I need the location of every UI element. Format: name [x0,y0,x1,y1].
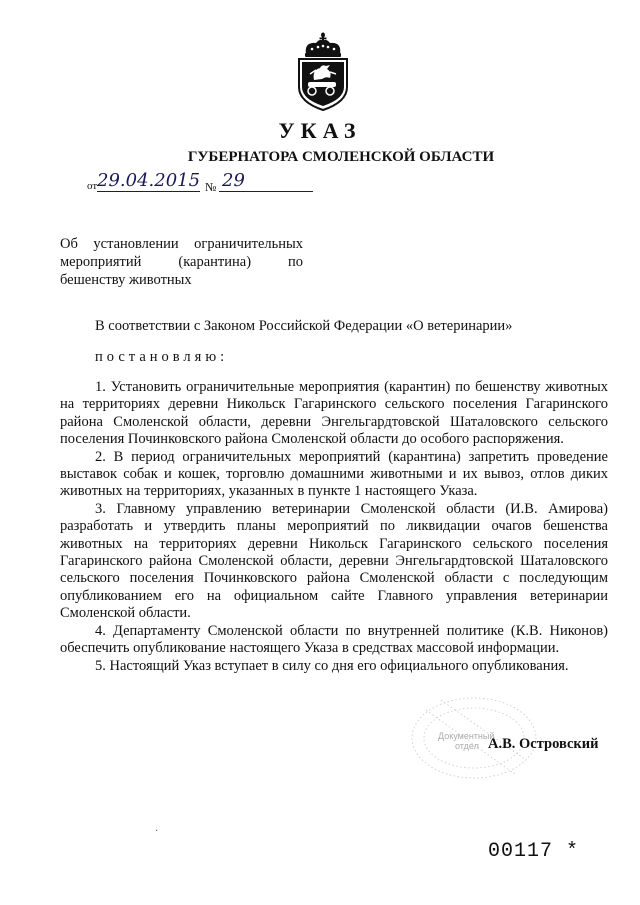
paragraph-2: 2. В период ограничительных мероприятий (карантина) запретить проведение выставок собак и кошек, торговлю домашними животными и их вывоз, отлов диких животных на территориях, указанных в пункте 1 настоящего Указа. [60,448,608,500]
paragraph-4: 4. Департаменту Смоленской области по внутренней политике (К.В. Никонов) обеспечить опубликование настоящего Указа в средствах массовой информации. [60,622,608,657]
legal-basis: В соответствии с Законом Российской Федерации «О ветеринарии» [95,318,513,334]
handwritten-date: 29.04.2015 [97,170,201,191]
paragraph-3: 3. Главному управлению ветеринарии Смоленской области (И.В. Амирова) разработать и утвердить планы мероприятий по ликвидации очагов бешенства животных на территориях деревни Никольск Гагаринского сельского поселения Гагаринского района Смоленской области, деревни Энгельгардтовской Шаталовского сельского поселения Починковского района Смоленской области с последующим опубликованием его на официальном сайте Главного управления ветеринарии Смоленской области. [60,500,608,622]
number-underline [219,191,313,192]
document-serial-number: 00117 * [488,840,580,863]
stamp-text-2: отдел [455,741,479,751]
date-number-row [87,172,322,196]
signatory-name: А.В. Островский [488,736,599,752]
coat-of-arms-emblem [292,32,354,112]
date-prefix: от [87,180,98,192]
paragraph-1: 1. Установить ограничительные мероприятия (карантин) по бешенству животных на территориях деревни Никольск Гагаринского сельского поселения Гагаринского района Смоленской области, деревни Энгельгардтовской Шаталовского сельского поселения Починковского района Смоленской области до особого распоряжения. [60,379,608,448]
scan-speck: · [155,826,159,837]
document-title: УКАЗ [278,118,362,143]
handwritten-number: 29 [222,170,245,191]
date-underline [97,191,200,192]
document-subject: Об установлении ограничительных мероприятий (карантина) по бешенству животных [60,236,303,288]
decree-word: постановляю: [95,349,229,365]
stamp-text-1: Документный [438,731,495,741]
number-prefix: № [205,180,217,194]
document-subtitle: ГУБЕРНАТОРА СМОЛЕНСКОЙ ОБЛАСТИ [187,149,495,165]
paragraph-5: 5. Настоящий Указ вступает в силу со дня его официального опубликования. [95,657,569,674]
document-body [60,379,608,675]
